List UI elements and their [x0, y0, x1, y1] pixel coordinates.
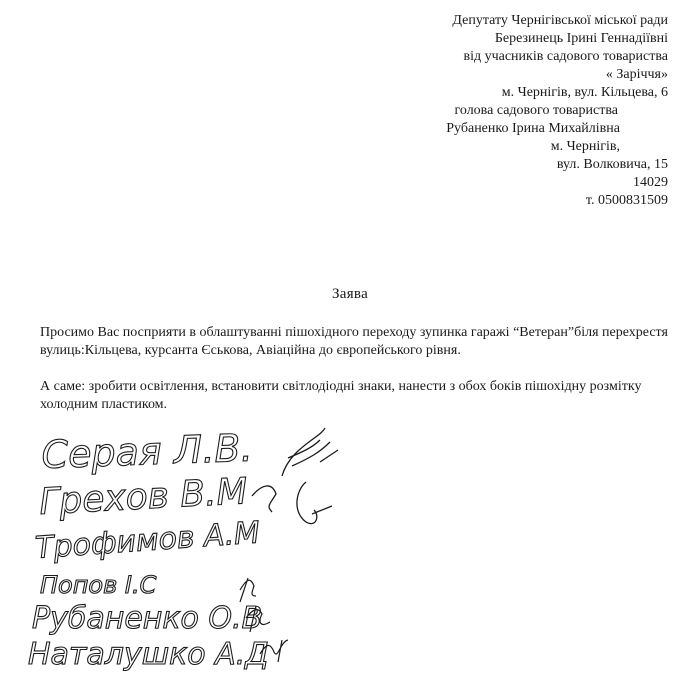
signature-4: Попов І.С [40, 571, 157, 599]
details-paragraph: А саме: зробити освітлення, встановити світлодіодні знаки, нанести з обох боків пішохідну розмітку холодним пластиком. [40, 379, 642, 412]
signature-5: Рубаненко О.В [32, 601, 263, 636]
document-title: Заява [331, 286, 369, 302]
signature-6: Наталушко А.Д [28, 637, 269, 672]
signature-1: Серая Л.В. [40, 425, 254, 477]
signature-2: Грехов В.М [38, 471, 249, 523]
addressee-line: голова садового товариства [454, 103, 618, 118]
addressee-block [308, 12, 668, 210]
addressee-line: Депутату Чернігівської міської ради [452, 13, 668, 28]
handwritten-signatures [20, 418, 380, 675]
addressee-line: Березинець Ірині Геннадіївні [494, 31, 668, 46]
addressee-line: « Заріччя» [605, 67, 668, 82]
signature-3: Трофимов А.М [34, 515, 262, 566]
request-paragraph: Просимо Вас посприяти в облаштуванні пішохідного переходу зупинка гаражі “Ветеран”біля перехрестя вулиць:Кільцева, курсанта Єськова, Авіаційна до європейського рівня. [40, 325, 668, 358]
signatures-block [20, 418, 380, 675]
addressee-line: м. Чернігів, вул. Кільцева, 6 [501, 85, 668, 100]
addressee-line: т. 0500831509 [585, 193, 668, 208]
addressee-line: від учасників садового товариства [463, 49, 668, 64]
addressee-line: м. Чернігів, [550, 139, 620, 154]
addressee-line: вул. Волковича, 15 [556, 157, 668, 172]
addressee-line: 14029 [633, 175, 668, 190]
addressee-line: Рубаненко Ірина Михайлівна [446, 121, 620, 136]
